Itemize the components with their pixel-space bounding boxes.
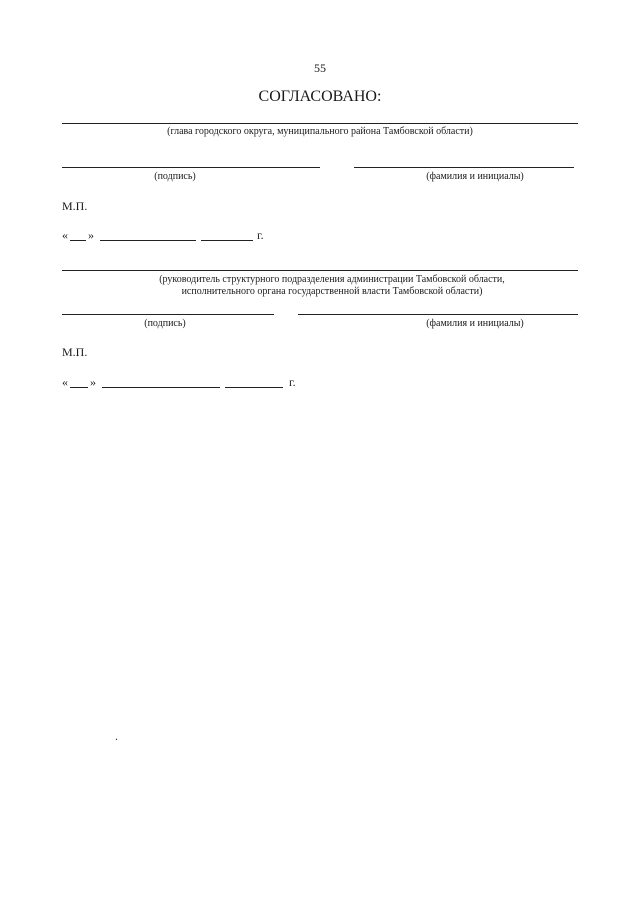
signature-line-2[interactable] <box>62 314 274 315</box>
stray-mark: . <box>115 729 118 743</box>
name-caption-2: (фамилия и инициалы) <box>426 318 524 329</box>
year-line-1[interactable] <box>201 240 253 241</box>
stamp-label-2: М.П. <box>62 345 88 359</box>
position-caption-1: (глава городского округа, муниципального района Тамбовской области) <box>167 126 473 137</box>
position-caption-2b: исполнительного органа государственной власти Тамбовской области) <box>181 286 483 297</box>
position-caption-2a: (руководитель структурного подразделения администрации Тамбовской области, <box>159 274 505 285</box>
stamp-label-1: М.П. <box>62 199 88 213</box>
position-line-2[interactable] <box>62 270 578 271</box>
month-line-1[interactable] <box>100 240 196 241</box>
day-line-1[interactable] <box>70 240 86 241</box>
month-line-2[interactable] <box>102 387 220 388</box>
day-line-2[interactable] <box>70 387 88 388</box>
signature-caption-1: (подпись) <box>154 171 196 182</box>
year-suffix-2: г. <box>289 375 296 389</box>
name-caption-1: (фамилия и инициалы) <box>426 171 524 182</box>
date-open-quote-2: « <box>62 375 68 389</box>
page-number: 55 <box>314 61 326 75</box>
year-suffix-1: г. <box>257 228 264 242</box>
date-close-quote-2: » <box>90 375 96 389</box>
name-line-1[interactable] <box>354 167 574 168</box>
name-line-2[interactable] <box>298 314 578 315</box>
signature-line-1[interactable] <box>62 167 320 168</box>
signature-caption-2: (подпись) <box>144 318 186 329</box>
date-open-quote-1: « <box>62 228 68 242</box>
date-row-1 <box>62 228 362 244</box>
year-line-2[interactable] <box>225 387 283 388</box>
date-row-2 <box>62 375 362 391</box>
approval-heading: СОГЛАСОВАНО: <box>258 88 382 105</box>
date-close-quote-1: » <box>88 228 94 242</box>
position-line-1[interactable] <box>62 123 578 124</box>
